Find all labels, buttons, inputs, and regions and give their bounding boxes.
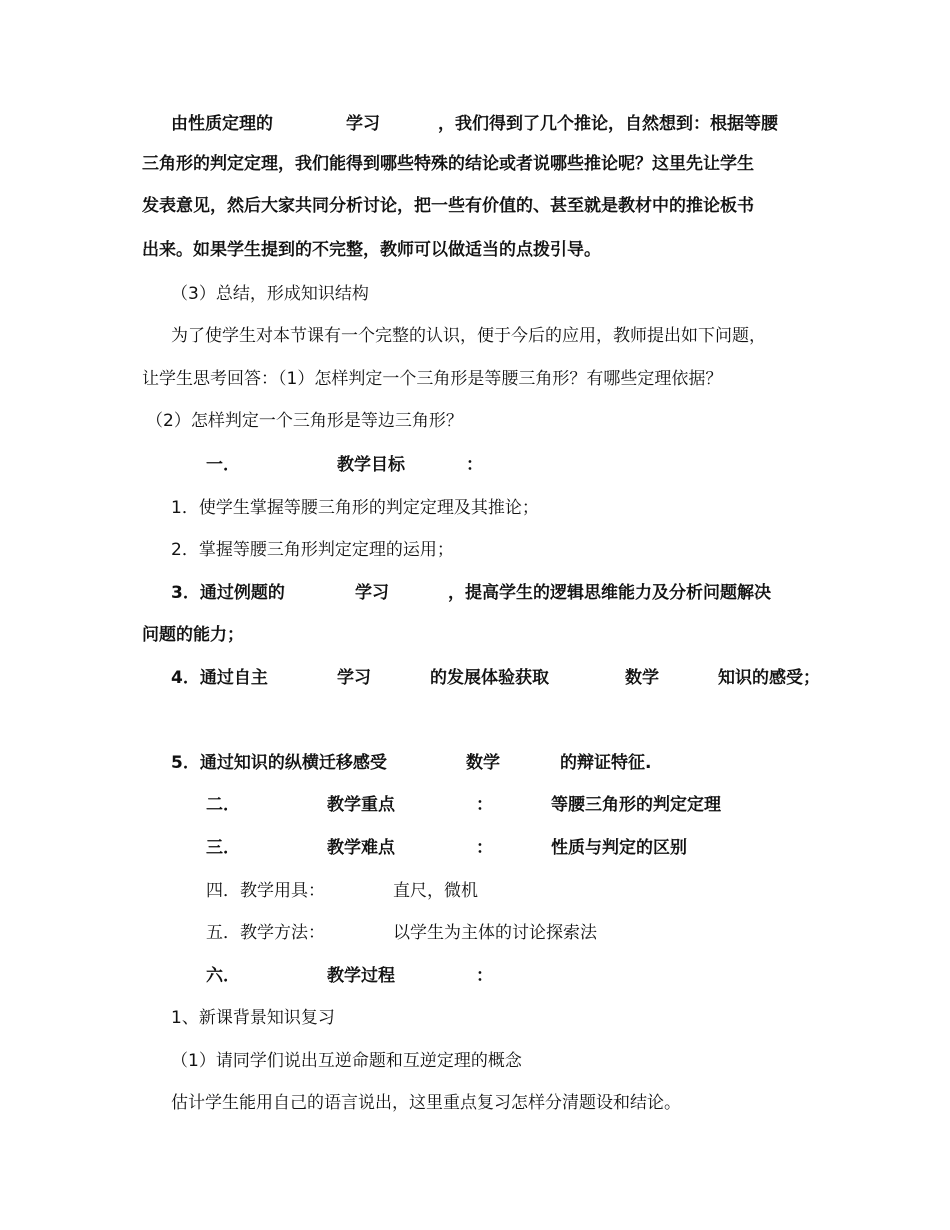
section2-number: 二． xyxy=(206,795,240,815)
section4-label: 四．教学用具： xyxy=(206,881,325,901)
section3-value: 性质与判定的区别 xyxy=(551,838,687,858)
section1-colon: ： xyxy=(466,455,483,475)
goal-4-part2: 学习 xyxy=(337,668,371,688)
para1-line1-part2: 学习 xyxy=(346,114,380,134)
para1-line3: 发表意见，然后大家共同分析讨论，把一些有价值的、甚至就是教材中的推论板书 xyxy=(142,196,754,216)
goal-4-part1: 4．通过自主 xyxy=(171,668,268,688)
goal-3-line2: 问题的能力； xyxy=(142,625,244,645)
process-note: 估计学生能用自己的语言说出，这里重点复习怎样分清题设和结论。 xyxy=(171,1093,681,1113)
section6-number: 六． xyxy=(206,966,240,986)
para2-line1: 为了使学生对本节课有一个完整的认识，便于今后的应用，教师提出如下问题， xyxy=(171,326,766,346)
para2-line3: （2）怎样判定一个三角形是等边三角形？ xyxy=(146,411,463,431)
section5-value: 以学生为主体的讨论探索法 xyxy=(393,923,597,943)
goal-5-part1: 5．通过知识的纵横迁移感受 xyxy=(171,753,387,773)
para2-line2: 让学生思考回答：（1）怎样判定一个三角形是等腰三角形？有哪些定理依据？ xyxy=(142,369,723,389)
section3-colon: ： xyxy=(476,838,493,858)
goal-4-part4: 数学 xyxy=(625,668,659,688)
section1-title: 教学目标 xyxy=(337,455,405,475)
section4-value: 直尺，微机 xyxy=(393,881,478,901)
goal-1: 1．使学生掌握等腰三角形的判定定理及其推论； xyxy=(171,498,539,518)
goal-2: 2．掌握等腰三角形判定定理的运用； xyxy=(171,540,454,560)
section6-colon: ： xyxy=(476,966,493,986)
section1-number: 一． xyxy=(206,455,240,475)
goal-5-part3: 的辩证特征. xyxy=(560,753,652,773)
para1-line2: 三角形的判定定理，我们能得到哪些特殊的结论或者说哪些推论呢？这里先让学生 xyxy=(142,154,754,174)
section3-number: 三． xyxy=(206,838,240,858)
para1-line1-part3: ，我们得到了几个推论，自然想到：根据等腰 xyxy=(438,114,778,134)
summary-heading: （3）总结，形成知识结构 xyxy=(171,284,369,304)
process-step-1: 1、新课背景知识复习 xyxy=(171,1008,335,1028)
section2-value: 等腰三角形的判定定理 xyxy=(551,795,721,815)
section6-title: 教学过程 xyxy=(327,966,395,986)
section2-colon: ： xyxy=(476,795,493,815)
goal-3-part3: ，提高学生的逻辑思维能力及分析问题解决 xyxy=(448,583,771,603)
process-step-1-item-1: （1）请同学们说出互逆命题和互逆定理的概念 xyxy=(171,1051,522,1071)
goal-3-part1: 3．通过例题的 xyxy=(171,583,285,603)
section5-label: 五．教学方法： xyxy=(206,923,325,943)
goal-4-part5: 知识的感受； xyxy=(718,668,820,688)
goal-3-part2: 学习 xyxy=(355,583,389,603)
goal-5-part2: 数学 xyxy=(466,753,500,773)
goal-4-part3: 的发展体验获取 xyxy=(430,668,549,688)
para1-line1-part1: 由性质定理的 xyxy=(171,114,273,134)
section2-title: 教学重点 xyxy=(327,795,395,815)
section3-title: 教学难点 xyxy=(327,838,395,858)
para1-line4: 出来。如果学生提到的不完整，教师可以做适当的点拨引导。 xyxy=(142,240,601,260)
